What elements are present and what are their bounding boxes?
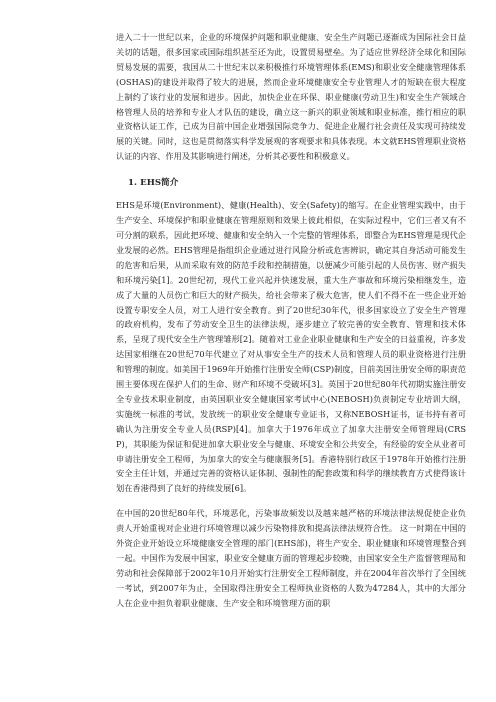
china-history-paragraph: 在中国的20世纪80年代，环境恶化，污染事故频发以及越来越严格的环境法律法规促使企业负责人开始重视对企业进行环境管理以减少污染物排放和提高法律法规符合性。 这一时期在中国的外资企业开始设立环境健康安全管理的部门(EHS部)，将生产安全、职业健康和环境管理整合到一起。中国作为发展中国家，职业安全健康方面的管理起步较晚，由国家安全生产监督管理局和劳动和社会保障部于2002年10月开始实行注册安全工程师制度，并在2004年首次举行了全国统一考试，到2007年为止，全国取得注册安全工程师执业资格的人数为47284人，其中的大部分人在企业中担负着职业健康、生产安全和环境管理方面的职 — [116, 508, 466, 608]
ehs-intro-paragraph: EHS是环境(Environment)、健康(Health)、安全(Safety)的缩写。在企业管理实践中，由于生产安全、环境保护和职业健康在管理原则和效果上彼此相似，在实际过程中，它们三者又有不可分割的联系，因此把环境、健康和安全纳入一个完整的管理体系，即整合为EHS管理是现代企业发展的必然。EHS管理是指组织企业通过进行风险分析或危害辨识，确定其自身活动可能发生的危害和后果，从而采取有效的防范手段和控制措施，以便减少可能引起的人员伤害、财产损失和环境污染[1]。20世纪初，现代工业兴起并快速发展，重大生产事故和环境污染相继发生，造成了大量的人员伤亡和巨大的财产损失，给社会带来了极大危害，使人们不得不在一些企业开始设置专职安全人员，对工人进行安全教育。到了20世纪30年代，很多国家设立了安全生产管理的政府机构，发布了劳动安全卫生的法律法规，逐步建立了较完善的安全教育、管理和技术体系，呈现了现代安全生产管理雏形[2]。随着对工业企业职业健康和生产安全的日益重视，许多发达国家相继在20世纪70年代建立了对从事安全生产的技术人员和管理人员的职业资格进行注册和管理的制度。如美国于1969年开始推行注册安全师(CSP)制度，目前美国注册安全师的职责范围主要体现在保护人们的生命、财产和环境不受破坏[3]。英国于20世纪80年代初期实施注册安全专业技术职业制度，由英国职业安全健康国家考试中心(NEBOSH)负责制定专业培训大纲，实施统一标准的考试，发放统一的职业安全健康专业证书，又称NEBOSH证书，证书持有者可确认为注册安全专业人员(RSP)[4]。加拿大于1976年成立了加拿大注册安全师管理局(CRSP)，其职能为保证和促进加拿大职业安全与健康、环境安全和公共安全，有经验的安全从业者可申请注册安全工程师，为加拿大的安全与健康服务[5]。香港特别行政区于1978年开始推行注册安全主任计划，并通过完善的资格认证体制、强制性的配套政策和科学的继续教育方式使得该计划在香港得到了良好的持续发展[6]。 — [116, 200, 466, 494]
document-body — [116, 30, 466, 611]
section-heading: 1. EHS简介 — [128, 178, 179, 189]
intro-paragraph: 进入二十一世纪以来，企业的环境保护问题和职业健康、安全生产问题已逐渐成为国际社会日益关切的话题，很多国家或国际组织甚至还为此，设置贸易壁垒。为了适应世界经济全球化和国际贸易发展的需要，我国从二十世纪末以来积极推行环境管理体系(EMS)和职业安全健康管理体系 (OSHAS)的建设并取得了较大的进展，然而企业环境健康安全专业管理人才的短缺在很大程度上制约了该行业的发展和进步。因此，加快企业在环保、职业健康(劳动卫生)和安全生产领域合格管理人员的培养和专业人才队伍的建设，确立这一新兴的职业领域和职业标准，推行相应的职业资格认证工作，已成为目前中国企业增强国际竞争力、促进企业履行社会责任及实现可持续发展的关键。同时，这也是贯彻落实科学发展观的客观要求和具体表现。本文就EHS管理职业资格认证的内容、作用及其影响进行阐述，分析其必要性和积极意义。 — [116, 32, 466, 162]
